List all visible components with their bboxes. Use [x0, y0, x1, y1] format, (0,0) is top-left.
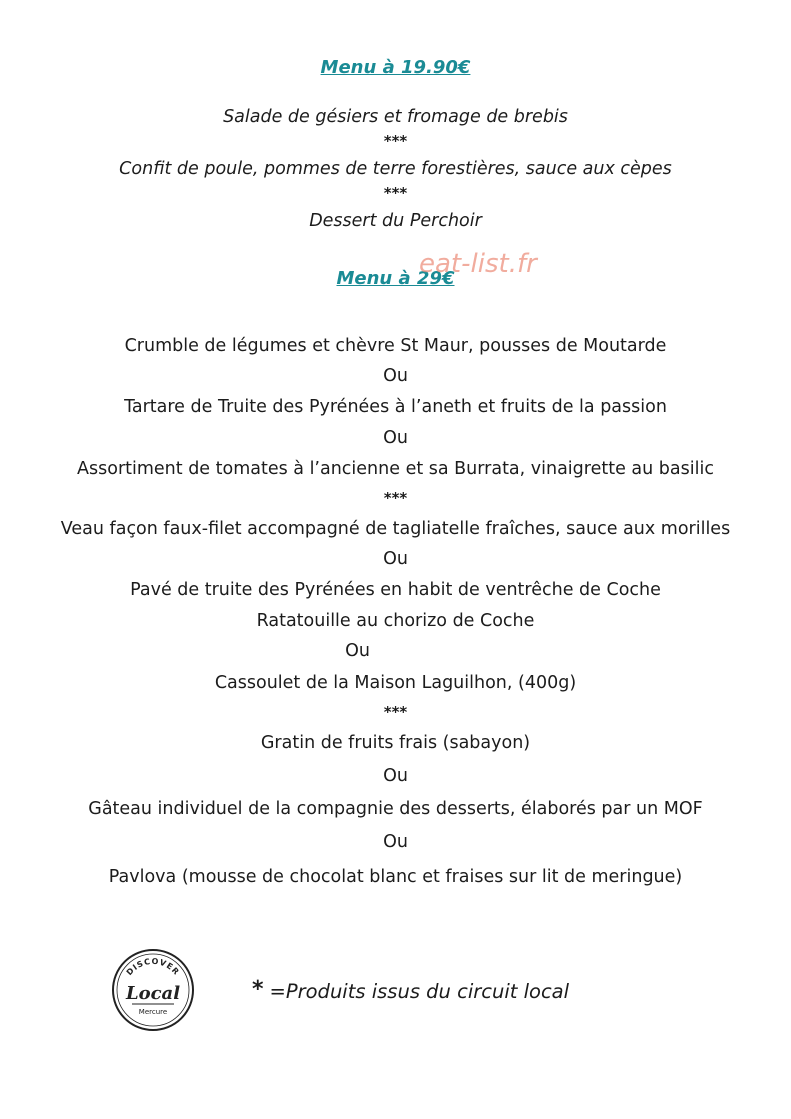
- footnote-text: =Produits issus du circuit local: [269, 980, 570, 1003]
- menu-29-title: Menu à 29€: [336, 268, 455, 289]
- menu-29-main-2-side: Ratatouille au chorizo de Coche: [256, 611, 535, 631]
- logo-top-text: DISCOVER: [124, 956, 182, 978]
- logo-brand-text: Mercure: [138, 1008, 168, 1016]
- menu-29-starter-2: Tartare de Truite des Pyrénées à l’aneth et fruits de la passion: [124, 397, 667, 417]
- footnote-star: *: [252, 977, 264, 1002]
- menu-29-dessert-2: Gâteau individuel de la compagnie des desserts, élaborés par un MOF: [88, 799, 703, 819]
- or-text: Ou: [383, 366, 408, 386]
- menu-19-starter: Salade de gésiers et fromage de brebis: [223, 107, 568, 127]
- menu-19-main: Confit de poule, pommes de terre forestières, sauce aux cèpes: [119, 159, 672, 179]
- menu-29-main-3: Cassoulet de la Maison Laguilhon, (400g): [214, 673, 577, 693]
- course-separator: ***: [383, 132, 408, 150]
- menu-29-dessert-3: Pavlova (mousse de chocolat blanc et fraises sur lit de meringue): [108, 867, 683, 887]
- menu-19-title: Menu à 19.90€: [320, 57, 471, 78]
- footnote: [252, 978, 569, 1004]
- course-separator: ***: [383, 489, 408, 507]
- menu-29-main-1: Veau façon faux-filet accompagné de tagliatelle fraîches, sauce aux morilles: [60, 519, 731, 539]
- menu-29-main-2: Pavé de truite des Pyrénées en habit de ventrêche de Coche: [130, 580, 661, 600]
- course-separator: ***: [383, 703, 408, 721]
- menu-29-dessert-1: Gratin de fruits frais (sabayon): [260, 733, 531, 753]
- or-text: Ou: [383, 428, 408, 448]
- or-text: Ou: [383, 549, 408, 569]
- or-text: Ou: [383, 766, 408, 786]
- or-text: Ou: [345, 641, 370, 661]
- or-text: Ou: [383, 832, 408, 852]
- course-separator: ***: [383, 184, 408, 202]
- discover-local-logo: [110, 947, 196, 1033]
- logo-main-text: Local: [125, 983, 181, 1004]
- menu-29-starter-3: Assortiment de tomates à l’ancienne et sa Burrata, vinaigrette au basilic: [77, 459, 714, 479]
- menu-29-starter-1: Crumble de légumes et chèvre St Maur, pousses de Moutarde: [124, 336, 667, 356]
- menu-19-dessert: Dessert du Perchoir: [309, 211, 482, 231]
- watermark: eat-list.fr: [419, 249, 537, 279]
